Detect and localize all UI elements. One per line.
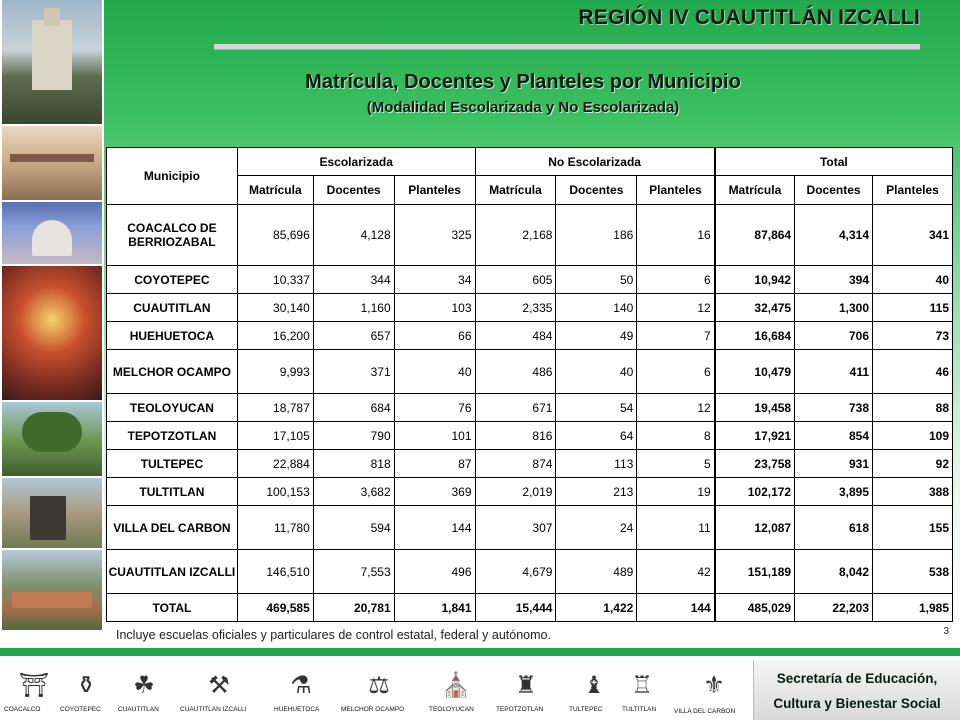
docentes-cell: 20,781 (313, 594, 394, 622)
matricula-cell: 486 (475, 350, 556, 394)
docentes-cell: 684 (313, 394, 394, 422)
docentes-cell: 4,128 (313, 205, 394, 266)
municipio-cell: TEOLOYUCAN (107, 394, 238, 422)
planteles-cell: 11 (637, 506, 715, 550)
docentes-cell: 489 (556, 550, 637, 594)
church-photo (2, 0, 102, 124)
total-planteles-cell: 155 (873, 506, 953, 550)
total-matricula-cell: 12,087 (715, 506, 795, 550)
kiosk-photo (2, 202, 102, 264)
planteles-cell: 369 (394, 478, 475, 506)
grand-total-planteles-cell: 1,985 (873, 594, 953, 622)
total-planteles-cell: 46 (873, 350, 953, 394)
municipality-icon-label: TEOLOYUCAN (429, 706, 474, 713)
footer-green-bar (0, 648, 960, 656)
matricula-cell: 4,679 (475, 550, 556, 594)
altar-photo (2, 266, 102, 400)
matricula-cell: 11,780 (237, 506, 313, 550)
planteles-cell: 7 (637, 322, 715, 350)
municipality-icon-label: VILLA DEL CARBON (674, 708, 736, 715)
planteles-cell: 8 (637, 422, 715, 450)
total-planteles-cell: 73 (873, 322, 953, 350)
municipio-cell: CUAUTITLAN (107, 294, 238, 322)
ruins-photo (2, 478, 102, 548)
arcade-photo (2, 126, 102, 200)
header-divider (214, 44, 920, 49)
docentes-cell: 790 (313, 422, 394, 450)
region-title: REGIÓN IV CUAUTITLÁN IZCALLI (578, 6, 920, 29)
matricula-cell: 874 (475, 450, 556, 478)
total-planteles-cell: 109 (873, 422, 953, 450)
group-escolarizada: Escolarizada (237, 148, 475, 176)
total-matricula-cell: 10,479 (715, 350, 795, 394)
matricula-cell: 146,510 (237, 550, 313, 594)
matricula-cell: 9,993 (237, 350, 313, 394)
total-matricula-cell: 32,475 (715, 294, 795, 322)
table-row (107, 322, 953, 350)
docentes-cell: 186 (556, 205, 637, 266)
col-planteles: Planteles (637, 176, 715, 205)
table-row (107, 350, 953, 394)
total-docentes-cell: 854 (795, 422, 873, 450)
matricula-cell: 17,105 (237, 422, 313, 450)
municipality-glyph-icon[interactable]: ⛪ (441, 671, 471, 699)
planteles-cell: 6 (637, 350, 715, 394)
col-municipio: Municipio (107, 148, 238, 205)
matricula-cell: 15,444 (475, 594, 556, 622)
matricula-cell: 671 (475, 394, 556, 422)
table-row (107, 422, 953, 450)
municipality-icon-label: COYOTEPEC (60, 706, 101, 713)
matricula-cell: 100,153 (237, 478, 313, 506)
planteles-cell: 5 (637, 450, 715, 478)
municipality-icon-label: TEPOTZOTLAN (496, 706, 544, 713)
matricula-cell: 307 (475, 506, 556, 550)
total-label: TOTAL (107, 594, 238, 622)
total-matricula-cell: 17,921 (715, 422, 795, 450)
table-row (107, 205, 953, 266)
docentes-cell: 213 (556, 478, 637, 506)
table-row (107, 450, 953, 478)
secretaria-line1: Secretaría de Educación, (776, 671, 938, 686)
total-matricula-cell: 23,758 (715, 450, 795, 478)
secretaria-line2: Cultura y Bienestar Social (773, 696, 941, 711)
planteles-cell: 16 (637, 205, 715, 266)
matricula-cell: 2,335 (475, 294, 556, 322)
docentes-cell: 140 (556, 294, 637, 322)
col-docentes: Docentes (313, 176, 394, 205)
planteles-cell: 34 (394, 266, 475, 294)
municipality-glyph-icon[interactable]: ☘ (133, 671, 155, 699)
total-docentes-cell: 394 (795, 266, 873, 294)
total-docentes-cell: 1,300 (795, 294, 873, 322)
matricula-cell: 2,168 (475, 205, 556, 266)
municipio-cell: TEPOTZOTLAN (107, 422, 238, 450)
col-matricula: Matrícula (237, 176, 313, 205)
secretaria-badge (753, 660, 960, 720)
col-docentes: Docentes (795, 176, 873, 205)
planteles-cell: 12 (637, 394, 715, 422)
page-number: 3 (943, 626, 949, 637)
docentes-cell: 54 (556, 394, 637, 422)
trees-photo (2, 402, 102, 476)
table-row (107, 478, 953, 506)
total-matricula-cell: 151,189 (715, 550, 795, 594)
planteles-cell: 42 (637, 550, 715, 594)
municipality-glyph-icon[interactable]: ♖ (631, 671, 653, 699)
municipio-cell: MELCHOR OCAMPO (107, 350, 238, 394)
matricula-cell: 2,019 (475, 478, 556, 506)
docentes-cell: 50 (556, 266, 637, 294)
matricula-cell: 22,884 (237, 450, 313, 478)
docentes-cell: 49 (556, 322, 637, 350)
total-row (107, 594, 953, 622)
municipality-icon-label: HUEHUETOCA (274, 706, 320, 713)
municipality-glyph-icon[interactable]: ♝ (583, 671, 605, 699)
grand-total-matricula-cell: 485,029 (715, 594, 795, 622)
planteles-cell: 496 (394, 550, 475, 594)
docentes-cell: 1,160 (313, 294, 394, 322)
total-docentes-cell: 706 (795, 322, 873, 350)
municipality-icon-label: COACALCO (4, 706, 41, 713)
municipality-icon-label: CUAUTITLAN (118, 706, 159, 713)
planteles-cell: 87 (394, 450, 475, 478)
col-planteles: Planteles (394, 176, 475, 205)
matricula-cell: 85,696 (237, 205, 313, 266)
table-row (107, 294, 953, 322)
matricula-cell: 16,200 (237, 322, 313, 350)
total-planteles-cell: 538 (873, 550, 953, 594)
docentes-cell: 818 (313, 450, 394, 478)
matricula-cell: 605 (475, 266, 556, 294)
docentes-cell: 3,682 (313, 478, 394, 506)
matricula-cell: 18,787 (237, 394, 313, 422)
total-docentes-cell: 4,314 (795, 205, 873, 266)
total-planteles-cell: 40 (873, 266, 953, 294)
total-docentes-cell: 3,895 (795, 478, 873, 506)
town-photo (2, 550, 102, 630)
matricula-cell: 469,585 (237, 594, 313, 622)
col-matricula: Matrícula (475, 176, 556, 205)
docentes-cell: 1,422 (556, 594, 637, 622)
planteles-cell: 103 (394, 294, 475, 322)
docentes-cell: 594 (313, 506, 394, 550)
municipality-icons (0, 662, 750, 720)
total-docentes-cell: 411 (795, 350, 873, 394)
planteles-cell: 144 (637, 594, 715, 622)
docentes-cell: 24 (556, 506, 637, 550)
docentes-cell: 344 (313, 266, 394, 294)
total-docentes-cell: 618 (795, 506, 873, 550)
footnote: Incluye escuelas oficiales y particulares de control estatal, federal y autónomo. (116, 628, 551, 642)
group-no-escolarizada: No Escolarizada (475, 148, 715, 176)
municipio-cell: CUAUTITLAN IZCALLI (107, 550, 238, 594)
total-matricula-cell: 16,684 (715, 322, 795, 350)
municipality-glyph-icon[interactable]: ⚗ (290, 671, 312, 699)
municipality-icon-label: CUAUTITLAN IZCALLI (180, 706, 247, 713)
planteles-cell: 1,841 (394, 594, 475, 622)
total-docentes-cell: 931 (795, 450, 873, 478)
table-row (107, 266, 953, 294)
docentes-cell: 113 (556, 450, 637, 478)
municipality-icon-label: TULTITLAN (622, 706, 657, 713)
municipio-cell: TULTEPEC (107, 450, 238, 478)
planteles-cell: 101 (394, 422, 475, 450)
docentes-cell: 657 (313, 322, 394, 350)
municipality-icon-label: TULTEPEC (569, 706, 603, 713)
page-subtitle: (Modalidad Escolarizada y No Escolarizada) (366, 99, 680, 116)
municipality-glyph-icon[interactable]: ⚜ (703, 671, 725, 699)
table-row (107, 550, 953, 594)
total-planteles-cell: 341 (873, 205, 953, 266)
docentes-cell: 7,553 (313, 550, 394, 594)
planteles-cell: 6 (637, 266, 715, 294)
matricula-cell: 484 (475, 322, 556, 350)
municipio-cell: COYOTEPEC (107, 266, 238, 294)
total-matricula-cell: 102,172 (715, 478, 795, 506)
matricula-cell: 816 (475, 422, 556, 450)
municipality-glyph-icon[interactable]: ⚒ (208, 671, 230, 699)
col-planteles: Planteles (873, 176, 953, 205)
planteles-cell: 12 (637, 294, 715, 322)
planteles-cell: 66 (394, 322, 475, 350)
total-planteles-cell: 88 (873, 394, 953, 422)
enrollment-table (106, 147, 953, 622)
col-matricula: Matrícula (715, 176, 795, 205)
table-row (107, 394, 953, 422)
page-title: Matrícula, Docentes y Planteles por Municipio (305, 71, 741, 93)
planteles-cell: 40 (394, 350, 475, 394)
planteles-cell: 144 (394, 506, 475, 550)
municipality-glyph-icon[interactable]: ⚱ (75, 671, 97, 699)
total-planteles-cell: 92 (873, 450, 953, 478)
total-docentes-cell: 8,042 (795, 550, 873, 594)
municipality-glyph-icon[interactable]: ♜ (515, 671, 537, 699)
docentes-cell: 40 (556, 350, 637, 394)
matricula-cell: 30,140 (237, 294, 313, 322)
total-matricula-cell: 10,942 (715, 266, 795, 294)
total-planteles-cell: 115 (873, 294, 953, 322)
planteles-cell: 19 (637, 478, 715, 506)
table-row (107, 506, 953, 550)
municipio-cell: VILLA DEL CARBON (107, 506, 238, 550)
total-matricula-cell: 87,864 (715, 205, 795, 266)
planteles-cell: 325 (394, 205, 475, 266)
municipio-cell: COACALCO DE BERRIOZABAL (107, 205, 238, 266)
docentes-cell: 64 (556, 422, 637, 450)
total-planteles-cell: 388 (873, 478, 953, 506)
municipio-cell: HUEHUETOCA (107, 322, 238, 350)
group-total: Total (715, 148, 953, 176)
planteles-cell: 76 (394, 394, 475, 422)
municipality-glyph-icon[interactable]: ⛩ (18, 671, 50, 699)
col-docentes: Docentes (556, 176, 637, 205)
grand-total-docentes-cell: 22,203 (795, 594, 873, 622)
total-docentes-cell: 738 (795, 394, 873, 422)
municipality-glyph-icon[interactable]: ⚖ (368, 671, 390, 699)
municipality-icon-label: MELCHOR OCAMPO (341, 706, 405, 713)
municipio-cell: TULTITLAN (107, 478, 238, 506)
table-header-row (107, 148, 953, 176)
total-matricula-cell: 19,458 (715, 394, 795, 422)
photo-strip (0, 0, 104, 632)
matricula-cell: 10,337 (237, 266, 313, 294)
docentes-cell: 371 (313, 350, 394, 394)
